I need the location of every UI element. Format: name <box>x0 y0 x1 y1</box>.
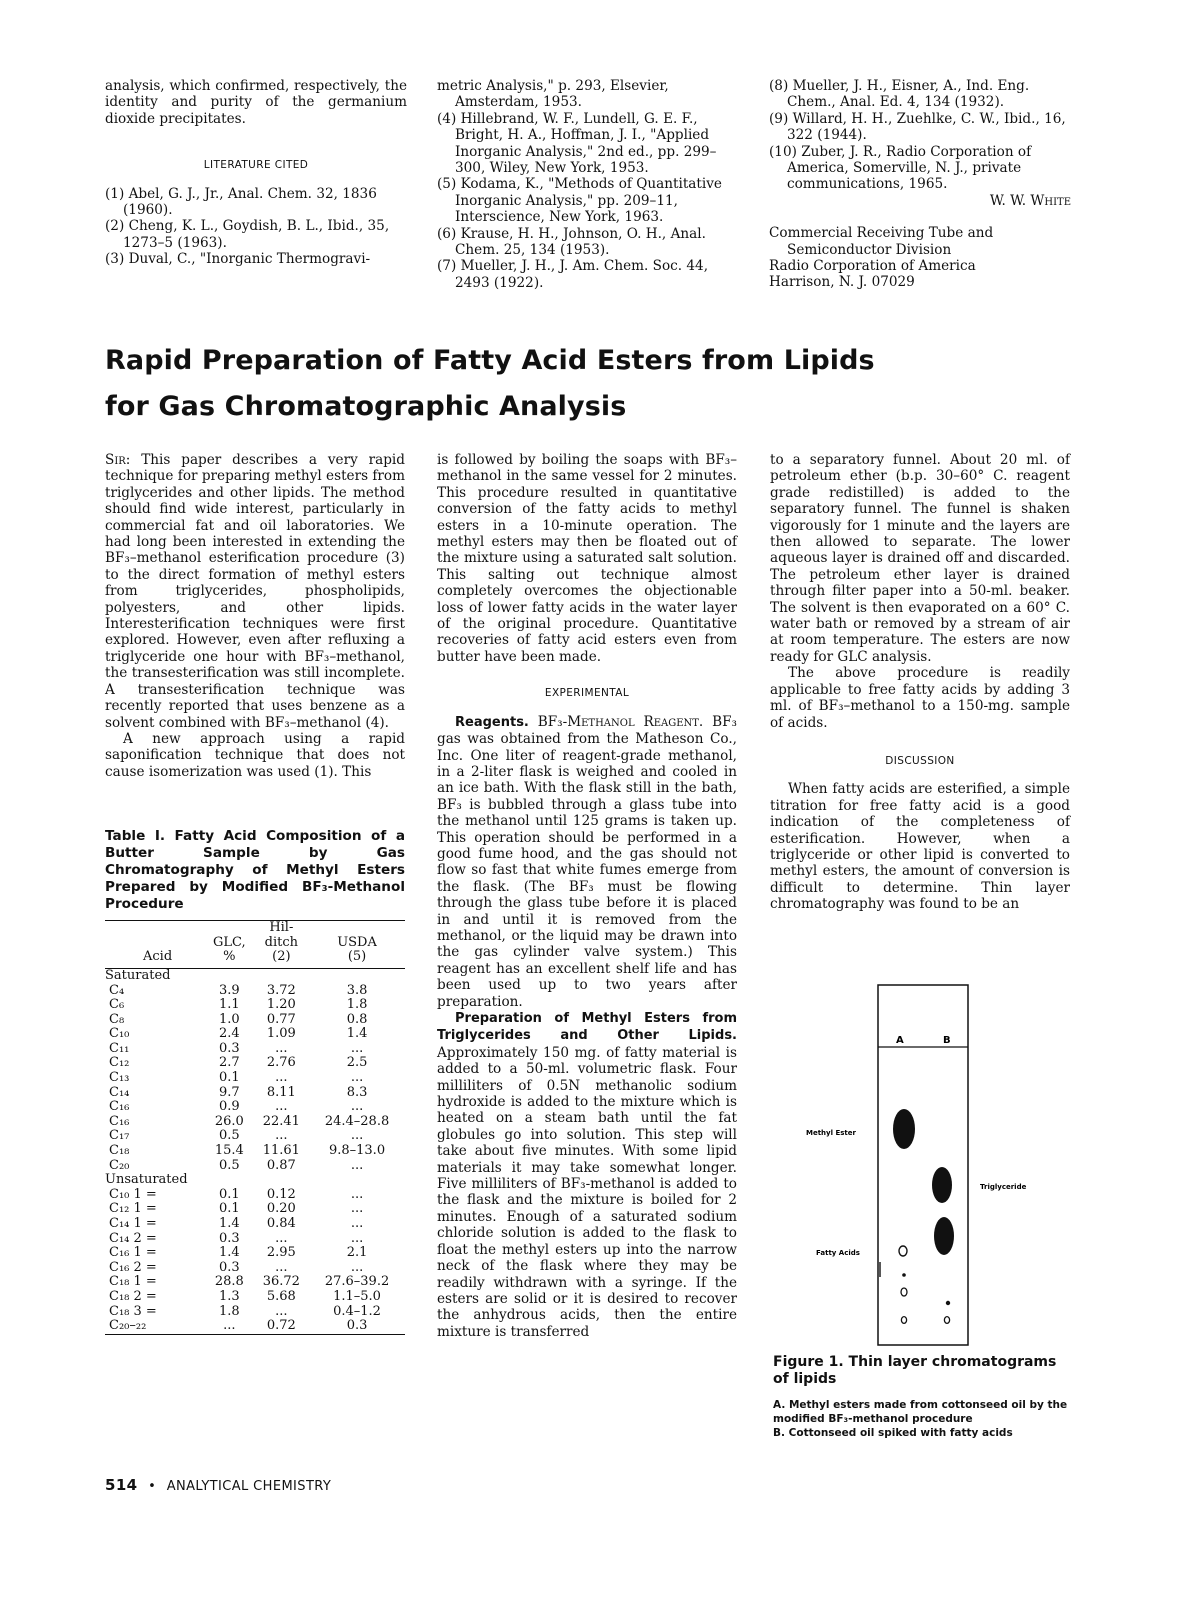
header-hilditch: Hil- ditch (2) <box>264 920 299 965</box>
table-cell-acid: C₁₈ 2 = <box>109 1288 157 1304</box>
table-row <box>105 1290 405 1305</box>
table-cell-value: 1.1 <box>218 997 240 1013</box>
table-cell-value: ... <box>350 1186 364 1202</box>
table-cell-value: 0.72 <box>266 1318 296 1334</box>
table-cell-value: 0.3 <box>218 1230 240 1246</box>
figure-title: Figure 1. Thin layer chromatograms of lipids <box>773 1354 1057 1387</box>
table-cell-acid: C₁₆ 1 = <box>109 1245 157 1261</box>
fatty-acid-spot-a <box>899 1246 907 1256</box>
table-cell-acid: C₆ <box>109 997 125 1013</box>
minor-spot-a-2 <box>901 1288 907 1296</box>
discussion-paragraph: When fatty acids are esterified, a simple titration for free fatty acid is a good indication of the completeness of esterification. However, when a triglyceride or other lipid is converted to methyl esters, the amount of conversion is difficult to determine. Thin layer chromatography was found to be an <box>770 781 1070 913</box>
table-cell-value: 0.1 <box>218 1186 240 1202</box>
table-cell-value: 26.0 <box>214 1113 244 1129</box>
table-cell-value: 0.84 <box>266 1216 296 1231</box>
table-cell-value: 15.4 <box>214 1143 244 1159</box>
reference-item: (6) Krause, H. H., Johnson, O. H., Anal. Chem. 25, 134 (1953). <box>437 225 706 259</box>
table-cell-value: 1.8 <box>218 1303 240 1319</box>
intro-text: This paper describes a very rapid technique for preparing methyl esters from triglycerides and other lipids. The method should find wide interest, particularly in commercial fat and oil laboratories. We had long been interested in extending the BF₃–methanol esterification procedure (3) to the direct formation of methyl esters from triglycerides, phospholipids, polyesters, and other lipids. Interesterification techniques were first explored. However, even after refluxing a triglyceride one hour with BF₃–methanol, the transesterification was still incomplete. A transesterification technique was recently reported that uses benzene as a solvent combined with BF₃–methanol (4). <box>105 452 405 731</box>
group-row-unsaturated: Unsaturated <box>105 1172 188 1188</box>
affiliation-line: Commercial Receiving Tube and Semiconductor Division <box>769 225 994 258</box>
table-row <box>105 1086 405 1101</box>
table-row <box>105 1071 405 1086</box>
table-cell-acid: C₁₁ <box>109 1040 130 1056</box>
reference-item: (4) Hillebrand, W. F., Lundell, G. E. F., Bright, H. A., Hoffman, J. I., "Applied Inorganic Analysis," 2nd ed., pp. 299–300, Wiley, New York, 1953. <box>437 110 717 177</box>
table-cell-value: 1.4 <box>218 1216 240 1231</box>
prev-article-column-1 <box>105 78 407 268</box>
table-cell-value: 11.61 <box>262 1143 300 1159</box>
lane-label-b: B <box>943 1035 951 1046</box>
table-cell-value: 9.7 <box>218 1084 240 1100</box>
article-column-2 <box>437 452 737 1340</box>
literature-cited-heading: LITERATURE CITED <box>203 159 309 172</box>
table-cell-value: ... <box>275 1259 288 1275</box>
table-cell-value: 0.12 <box>266 1186 296 1202</box>
tlc-figure <box>770 955 1090 1375</box>
page-footer <box>105 1476 331 1494</box>
table-cell-value: ... <box>350 1099 364 1115</box>
table-row <box>105 1261 405 1276</box>
table-cell-acid: C₁₆ <box>109 1099 130 1115</box>
article-column-1 <box>105 452 405 1338</box>
table-cell-acid: C₁₃ <box>109 1070 130 1086</box>
affiliation-line: Radio Corporation of America <box>769 258 976 275</box>
table-cell-value: 0.9 <box>218 1099 240 1115</box>
reference-item-continued: metric Analysis," p. 293, Elsevier, Amsterdam, 1953. <box>437 78 669 111</box>
reference-item: (3) Duval, C., "Inorganic Thermogravi- <box>105 251 371 268</box>
table-cell-value: 24.4–28.8 <box>324 1113 390 1129</box>
prev-article-text: analysis, which confirmed, respectively, the identity and purity of the germanium dioxide precipitates. <box>105 78 407 127</box>
table-cell-value: 8.3 <box>346 1084 368 1100</box>
approach-paragraph: A new approach using a rapid saponification technique that does not cause isomerization was used (1). This <box>105 730 405 780</box>
intro-paragraph <box>105 452 405 731</box>
table-cell-value: 0.5 <box>218 1128 240 1144</box>
table-cell-acid: C₁₂ <box>109 1055 130 1071</box>
preparation-text: Approximately 150 mg. of fatty material is added to a 50-ml. volumetric flask. Four milliliters of 0.5N methanolic sodium hydroxide is added to the mixture which is heated on a steam bath until the fat globules go into solution. This step will take about five minutes. With some lipid materials it may take somewhat longer. Five milliliters of BF₃-methanol is added to the flask and the mixture is boiled for 2 minutes. Enough of a saturated sodium chloride solution is added to the flask to float the methyl esters up into the narrow neck of the flask where they may be readily withdrawn with a syringe. If the esters are solid or it is desired to recover the anhydrous acids, then the entire mixture is transferred <box>437 1044 737 1340</box>
preparation-paragraph <box>437 1010 737 1340</box>
table-cell-value: 0.3 <box>346 1318 368 1334</box>
table-cell-acid: C₁₈ <box>109 1143 130 1159</box>
table-cell-value: ... <box>350 1128 364 1144</box>
table-cell-acid: C₁₀ <box>109 1026 130 1042</box>
author-signature: W. W. White <box>989 192 1071 209</box>
table-cell-value: 0.1 <box>218 1070 240 1086</box>
table-header-row <box>105 921 405 965</box>
table-cell-value: ... <box>223 1318 236 1334</box>
table-cell-value: ... <box>275 1040 288 1056</box>
table-cell-acid: C₈ <box>109 1011 125 1027</box>
group-row-saturated: Saturated <box>105 967 171 983</box>
fatty-acid-spot-b <box>934 1217 954 1255</box>
table-cell-value: 2.1 <box>346 1245 368 1261</box>
journal-name: ANALYTICAL CHEMISTRY <box>166 1479 332 1494</box>
affiliation-line: Harrison, N. J. 07029 <box>769 274 915 291</box>
figure-legend-b: B. Cottonseed oil spiked with fatty acids <box>773 1427 1013 1439</box>
table-row <box>105 1100 405 1115</box>
article-title <box>105 338 875 430</box>
table-cell-acid: C₂₀–₂₂ <box>109 1318 147 1334</box>
reference-item: (2) Cheng, K. L., Goydish, B. L., Ibid., 35, 1273–5 (1963). <box>105 218 390 251</box>
footer-bullet: • <box>148 1479 157 1494</box>
experimental-heading: EXPERIMENTAL <box>544 687 630 700</box>
table-cell-value: 27.6–39.2 <box>324 1274 390 1290</box>
table-cell-value: ... <box>275 1070 288 1086</box>
table-cell-value: 0.8 <box>346 1011 368 1027</box>
table-cell-value: 3.8 <box>346 982 368 998</box>
origin-spot-b <box>944 1317 949 1324</box>
table-1 <box>105 828 405 1338</box>
label-fatty-acids: Fatty Acids <box>816 1249 860 1257</box>
table-cell-acid: C₁₄ 1 = <box>109 1216 157 1231</box>
article-title-line-2: for Gas Chromatographic Analysis <box>105 391 627 422</box>
reference-item: (8) Mueller, J. H., Eisner, A., Ind. Eng. Chem., Anal. Ed. 4, 134 (1932). <box>769 78 1030 111</box>
table-cell-value: 2.4 <box>218 1026 240 1042</box>
table-row <box>105 1115 405 1130</box>
table-cell-value: 0.87 <box>266 1157 296 1173</box>
page-number: 514 <box>105 1476 138 1494</box>
table-row <box>105 1275 405 1290</box>
table-cell-value: 0.20 <box>266 1201 296 1217</box>
fatty-acid-table <box>105 917 405 1338</box>
table-cell-value: 1.09 <box>266 1026 296 1042</box>
reagents-heading: Reagents. <box>455 714 529 730</box>
table-row <box>105 1144 405 1159</box>
table-row <box>105 1246 405 1261</box>
table-cell-value: 1.4 <box>218 1245 240 1261</box>
tlc-plate-outline <box>878 985 968 1345</box>
table-cell-value: 2.76 <box>266 1055 296 1071</box>
table-row <box>105 998 405 1013</box>
reference-item: (7) Mueller, J. H., J. Am. Chem. Soc. 44, 2493 (1922). <box>437 258 709 291</box>
table-cell-acid: C₁₄ 2 = <box>109 1230 157 1246</box>
free-acids-paragraph: The above procedure is readily applicable to free fatty acids by adding 3 ml. of BF₃–methanol to a 150-mg. sample of acids. <box>770 665 1070 731</box>
table-caption: Table I. Fatty Acid Composition of a Butter Sample by Gas Chromatography of Methyl Esters Prepared by Modified BF₃-Methanol Procedure <box>105 828 405 913</box>
table-row <box>105 1232 405 1247</box>
triglyceride-spot-b <box>932 1167 952 1203</box>
table-cell-value: ... <box>350 1201 364 1217</box>
table-cell-value: 2.5 <box>346 1055 368 1071</box>
minor-spot-b-1 <box>946 1301 950 1305</box>
table-cell-value: ... <box>350 1259 364 1275</box>
minor-spot-a-1 <box>902 1273 906 1277</box>
table-row <box>105 1042 405 1057</box>
table-cell-value: ... <box>275 1230 288 1246</box>
reagents-paragraph <box>437 714 737 1010</box>
lane-label-a: A <box>896 1035 904 1046</box>
table-cell-value: ... <box>275 1128 288 1144</box>
table-cell-acid: C₁₀ 1 = <box>109 1186 157 1202</box>
header-usda: USDA (5) <box>337 934 377 965</box>
table-cell-value: 1.3 <box>218 1288 240 1304</box>
label-methyl-ester: Methyl Ester <box>806 1129 856 1137</box>
reference-item: (9) Willard, H. H., Zuehlke, C. W., Ibid., 16, 322 (1944). <box>769 110 1066 144</box>
figure-legend-a: A. Methyl esters made from cottonseed oil by the modified BF₃-methanol procedure <box>773 1399 1068 1425</box>
article-title-line-1: Rapid Preparation of Fatty Acid Esters from Lipids <box>105 345 875 376</box>
table-row <box>105 984 405 999</box>
table-cell-value: 0.1 <box>218 1201 240 1217</box>
origin-spot-a <box>901 1317 906 1324</box>
table-cell-value: 9.8–13.0 <box>328 1143 386 1159</box>
discussion-heading: DISCUSSION <box>885 754 955 767</box>
reference-item: (10) Zuber, J. R., Radio Corporation of America, Somerville, N. J., private communications, 1965. <box>769 143 1032 193</box>
table-cell-value: 1.8 <box>346 997 368 1013</box>
table-cell-value: 0.77 <box>266 1011 296 1027</box>
table-cell-value: 36.72 <box>262 1274 300 1290</box>
table-cell-value: ... <box>275 1099 288 1115</box>
salutation: Sir: <box>105 452 131 468</box>
table-row <box>105 1202 405 1217</box>
table-cell-value: 3.72 <box>266 982 296 998</box>
table-cell-acid: C₄ <box>109 982 125 998</box>
table-row <box>105 1159 405 1174</box>
table-cell-value: 1.1–5.0 <box>333 1288 381 1304</box>
prev-article-column-2 <box>437 78 739 291</box>
table-cell-value: 1.4 <box>346 1026 368 1042</box>
table-cell-acid: C₁₄ <box>109 1084 130 1100</box>
reference-item: (5) Kodama, K., "Methods of Quantitative Inorganic Analysis," pp. 209–11, Interscience, New York, 1963. <box>437 176 722 226</box>
header-glc: GLC, % <box>213 934 246 965</box>
table-cell-value: ... <box>350 1216 364 1231</box>
table-cell-value: 2.95 <box>266 1245 296 1261</box>
prev-article-column-3 <box>769 78 1071 291</box>
table-row <box>105 1056 405 1071</box>
table-cell-value: ... <box>350 1040 364 1056</box>
table-cell-acid: C₁₇ <box>109 1128 130 1144</box>
table-row <box>105 1129 405 1144</box>
table-cell-value: 8.11 <box>266 1084 296 1100</box>
table-cell-acid: C₁₆ 2 = <box>109 1259 157 1275</box>
table-cell-acid: C₂₀ <box>109 1157 130 1173</box>
table-cell-value: ... <box>350 1157 364 1173</box>
reference-item: (1) Abel, G. J., Jr., Anal. Chem. 32, 1836 (1960). <box>105 185 377 219</box>
table-cell-value: ... <box>350 1230 364 1246</box>
table-cell-value: 22.41 <box>262 1113 300 1129</box>
header-acid: Acid <box>143 949 173 965</box>
table-cell-value: 1.20 <box>266 997 296 1013</box>
label-triglyceride: Triglyceride <box>980 1183 1027 1191</box>
table-cell-value: 0.4–1.2 <box>333 1303 381 1319</box>
column-3-paragraph: to a separatory funnel. About 20 ml. of petroleum ether (b.p. 30–60° C. reagent grade redistilled) is added to the separatory funnel. The funnel is shaken vigorously for 1 minute and the layers are then allowed to separate. The lower aqueous layer is drained off and discarded. The petroleum ether layer is drained through filter paper into a 50-ml. beaker. The solvent is then evaporated on a 60° C. water bath or removed by a stream of air at room temperature. The esters are now ready for GLC analysis. <box>770 452 1070 665</box>
table-cell-value: ... <box>275 1303 288 1319</box>
table-cell-value: 0.3 <box>218 1040 240 1056</box>
table-cell-value: 28.8 <box>214 1274 244 1290</box>
table-row <box>105 1217 405 1232</box>
column-2-paragraph: is followed by boiling the soaps with BF₃–methanol in the same vessel for 2 minutes. This procedure resulted in quantitative conversion of the fatty acids to methyl esters in a 10-minute operation. The methyl esters may then be floated out of the mixture using a saturated salt solution. This salting out technique almost completely overcomes the objectionable loss of lower fatty acids in the water layer of the original procedure. Quantitative recoveries of fatty acid esters even from butter have been made. <box>437 452 737 665</box>
preparation-heading: Preparation of Methyl Esters from Triglycerides and Other Lipids. <box>437 1011 737 1044</box>
table-row <box>105 1013 405 1028</box>
table-cell-acid: C₁₈ 1 = <box>109 1274 157 1290</box>
article-column-3 <box>770 452 1070 913</box>
table-cell-value: 3.9 <box>218 982 240 998</box>
table-cell-acid: C₁₈ 3 = <box>109 1303 157 1319</box>
table-cell-value: ... <box>350 1070 364 1086</box>
reagent-name: BF₃-Methanol Reagent. <box>537 713 704 730</box>
affiliation <box>769 225 1071 291</box>
figure-caption <box>773 1354 1073 1440</box>
reagents-text: BF₃ gas was obtained from the Matheson Co., Inc. One liter of reagent-grade methanol, in a 2-liter flask is weighed and cooled in an ice bath. With the flask still in the bath, BF₃ is bubbled through a glass tube into the methanol until 125 grams is taken up. This operation should be performed in a good fume hood, and the gas should not flow so fast that white fumes emerge from the flask. (The BF₃ must be flowing through the glass tube before it is placed in and until it is removed from the methanol, or the liquid may be drawn into the gas cylinder valve system.) This reagent has an excellent shelf life and has been used up to two years after preparation. <box>437 713 737 1010</box>
table-row <box>105 1027 405 1042</box>
table-cell-value: 5.68 <box>266 1288 296 1304</box>
table-cell-value: 2.7 <box>218 1055 240 1071</box>
table-cell-value: 0.3 <box>218 1259 240 1275</box>
table-cell-acid: C₁₆ <box>109 1113 130 1129</box>
table-cell-acid: C₁₂ 1 = <box>109 1201 157 1217</box>
table-cell-value: 0.5 <box>218 1157 240 1173</box>
methyl-ester-spot-a <box>893 1109 915 1149</box>
table-row <box>105 1319 405 1334</box>
table-row <box>105 1188 405 1203</box>
table-cell-value: 1.0 <box>218 1011 240 1027</box>
table-row <box>105 1305 405 1320</box>
